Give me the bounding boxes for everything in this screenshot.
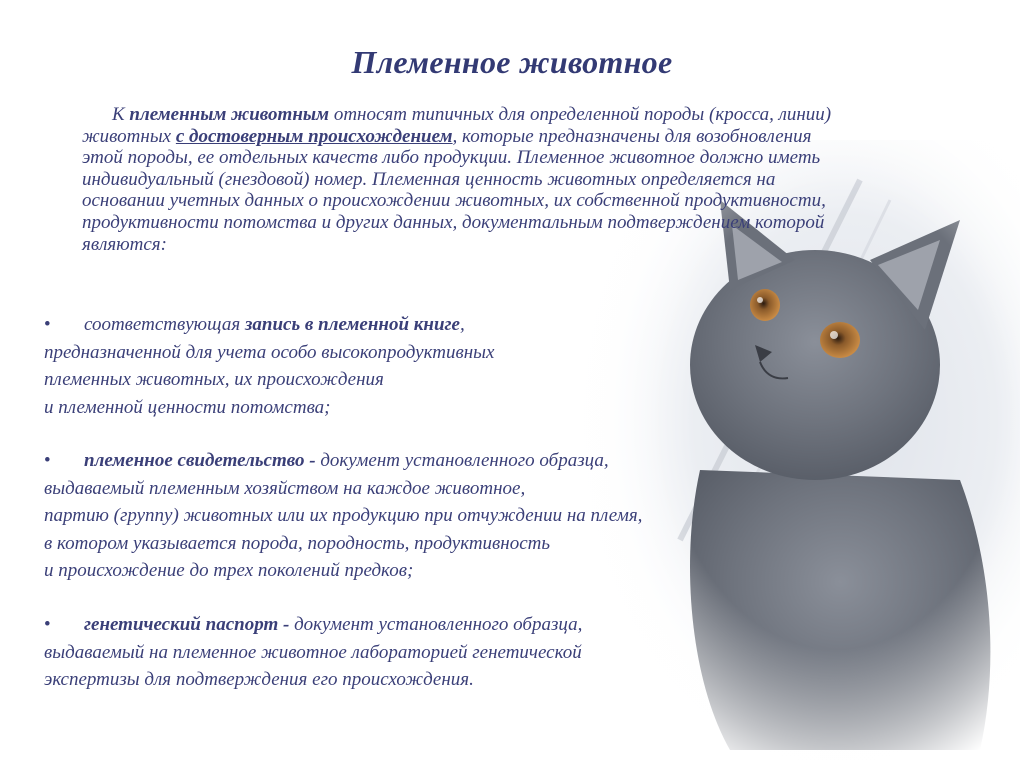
bullet-item <box>44 447 784 585</box>
bullet-line: выдаваемый на племенное животное лабораторией генетической <box>44 641 582 663</box>
bullet-line: предназначенной для учета особо высокопродуктивных <box>44 341 495 363</box>
bullet-item <box>44 311 784 421</box>
bullet-line: племенных животных, их происхождения <box>44 369 384 390</box>
bullet-line: выдаваемый племенным хозяйством на каждое животное, <box>44 477 526 499</box>
bullet-line: и племенной ценности потомства; <box>44 396 331 418</box>
bullet-item <box>44 611 784 694</box>
bullet-line: экспертизы для подтверждения его происхождения. <box>44 669 474 690</box>
bullet-pre: соответствующая <box>84 314 245 335</box>
bullet-line: и происхождение до трех поколений предков; <box>44 560 414 581</box>
bullet-post: документ установленного образца, <box>315 450 609 471</box>
bullet-post: , <box>459 314 465 335</box>
bullet-term: запись в племенной книге <box>244 314 460 335</box>
slide-title: Племенное животное <box>351 44 673 80</box>
bullet-line: партию (группу) животных или их продукцию при отчуждении на племя, <box>44 505 643 526</box>
bullet-marker: • <box>44 614 51 635</box>
intro-text-2: , которые предназначены для возобновления этой породы, ее отдельных качеств либо продукции. Племенное животное должно иметь индивидуальный (гнездовой) номер. Племенная ценность животных определяется на основании учетных данных о происхождении животных, их собственной продуктивности, продуктивности потомства и других данных, документальным подтверждением которой являются: <box>82 125 826 255</box>
bullet-marker: • <box>44 314 51 335</box>
bullet-first-line <box>44 311 784 339</box>
bullet-first-line <box>44 447 784 475</box>
bullet-marker: • <box>44 450 51 471</box>
intro-text-1: относят типичных для определенной породы (кросса, линии) животных <box>82 104 832 147</box>
bullet-line: в котором указывается порода, породность, продуктивность <box>44 532 551 554</box>
bullet-first-line <box>44 611 784 639</box>
intro-paragraph <box>82 104 852 255</box>
intro-bold-term: племенным животным <box>129 104 330 125</box>
bullet-term: племенное свидетельство - <box>84 450 316 471</box>
bullet-term: генетический паспорт - <box>84 614 290 635</box>
bullet-post: документ установленного образца, <box>289 614 583 635</box>
intro-underlined-term: с достоверным происхождением <box>175 125 453 147</box>
intro-lead: К <box>112 104 130 125</box>
